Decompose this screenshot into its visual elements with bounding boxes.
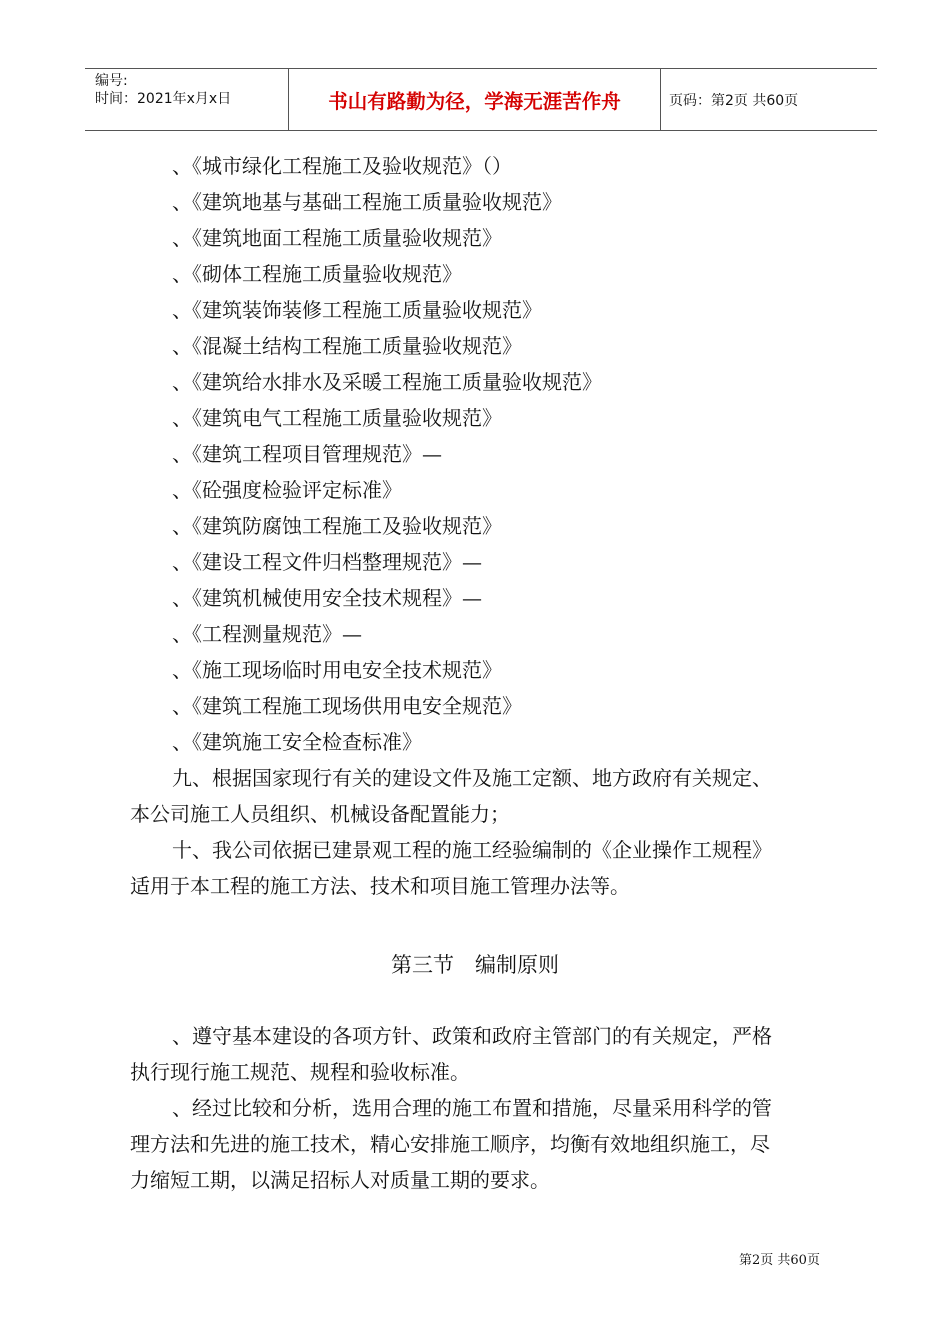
standard-item: 、《施工现场临时用电安全技术规范》 — [172, 658, 502, 682]
item-nine-line: 九、根据国家现行有关的建设文件及施工定额、地方政府有关规定、 — [172, 766, 772, 790]
standard-item: 、《建筑工程项目管理规范》— — [172, 442, 442, 466]
header-page-cell — [661, 69, 877, 130]
standard-item: 、《建筑电气工程施工质量验收规范》 — [172, 406, 502, 430]
section-title: 第三节 编制原则 — [391, 953, 559, 977]
item-ten-line: 十、我公司依据已建景观工程的施工经验编制的《企业操作工规程》 — [172, 838, 772, 862]
serial-label: 编号: — [95, 73, 128, 89]
standard-item: 、《建筑防腐蚀工程施工及验收规范》 — [172, 514, 502, 538]
standard-item: 、《工程测量规范》— — [172, 622, 362, 646]
standard-item: 、《建设工程文件归档整理规范》— — [172, 550, 482, 574]
principle-line: 执行现行施工规范、规程和验收标准。 — [130, 1060, 470, 1084]
header-page-info: 页码：第2页 共60页 — [669, 92, 799, 109]
page-header — [85, 68, 877, 131]
standard-item: 、《建筑机械使用安全技术规程》— — [172, 586, 482, 610]
page-footer: 第2页 共60页 — [739, 1253, 820, 1268]
item-nine-line: 本公司施工人员组织、机械设备配置能力； — [130, 802, 510, 826]
standard-item: 、《建筑工程施工现场供用电安全规范》 — [172, 694, 522, 718]
principle-line: 力缩短工期，以满足招标人对质量工期的要求。 — [130, 1168, 550, 1192]
header-slogan-cell — [288, 69, 661, 130]
standard-item: 、《砌体工程施工质量验收规范》 — [172, 262, 462, 286]
standard-item: 、《建筑地面工程施工质量验收规范》 — [172, 226, 502, 250]
standard-item: 、《城市绿化工程施工及验收规范》（） — [172, 154, 512, 178]
header-slogan: 书山有路勤为径，学海无涯苦作舟 — [328, 89, 621, 113]
principle-line: 理方法和先进的施工技术，精心安排施工顺序，均衡有效地组织施工，尽 — [130, 1132, 770, 1156]
standard-item: 、《建筑施工安全检查标准》 — [172, 730, 422, 754]
principle-line: 、经过比较和分析，选用合理的施工布置和措施，尽量采用科学的管 — [172, 1096, 772, 1120]
standard-item: 、《建筑给水排水及采暖工程施工质量验收规范》 — [172, 370, 602, 394]
standard-item: 、《建筑地基与基础工程施工质量验收规范》 — [172, 190, 562, 214]
standard-item: 、《建筑装饰装修工程施工质量验收规范》 — [172, 298, 542, 322]
standard-item: 、《砼强度检验评定标准》 — [172, 478, 402, 502]
principle-line: 、遵守基本建设的各项方针、政策和政府主管部门的有关规定，严格 — [172, 1024, 772, 1048]
item-ten-line: 适用于本工程的施工方法、技术和项目施工管理办法等。 — [130, 874, 630, 898]
header-meta — [85, 69, 288, 130]
time-label: 时间：2021年x月x日 — [95, 91, 232, 107]
standard-item: 、《混凝土结构工程施工质量验收规范》 — [172, 334, 522, 358]
